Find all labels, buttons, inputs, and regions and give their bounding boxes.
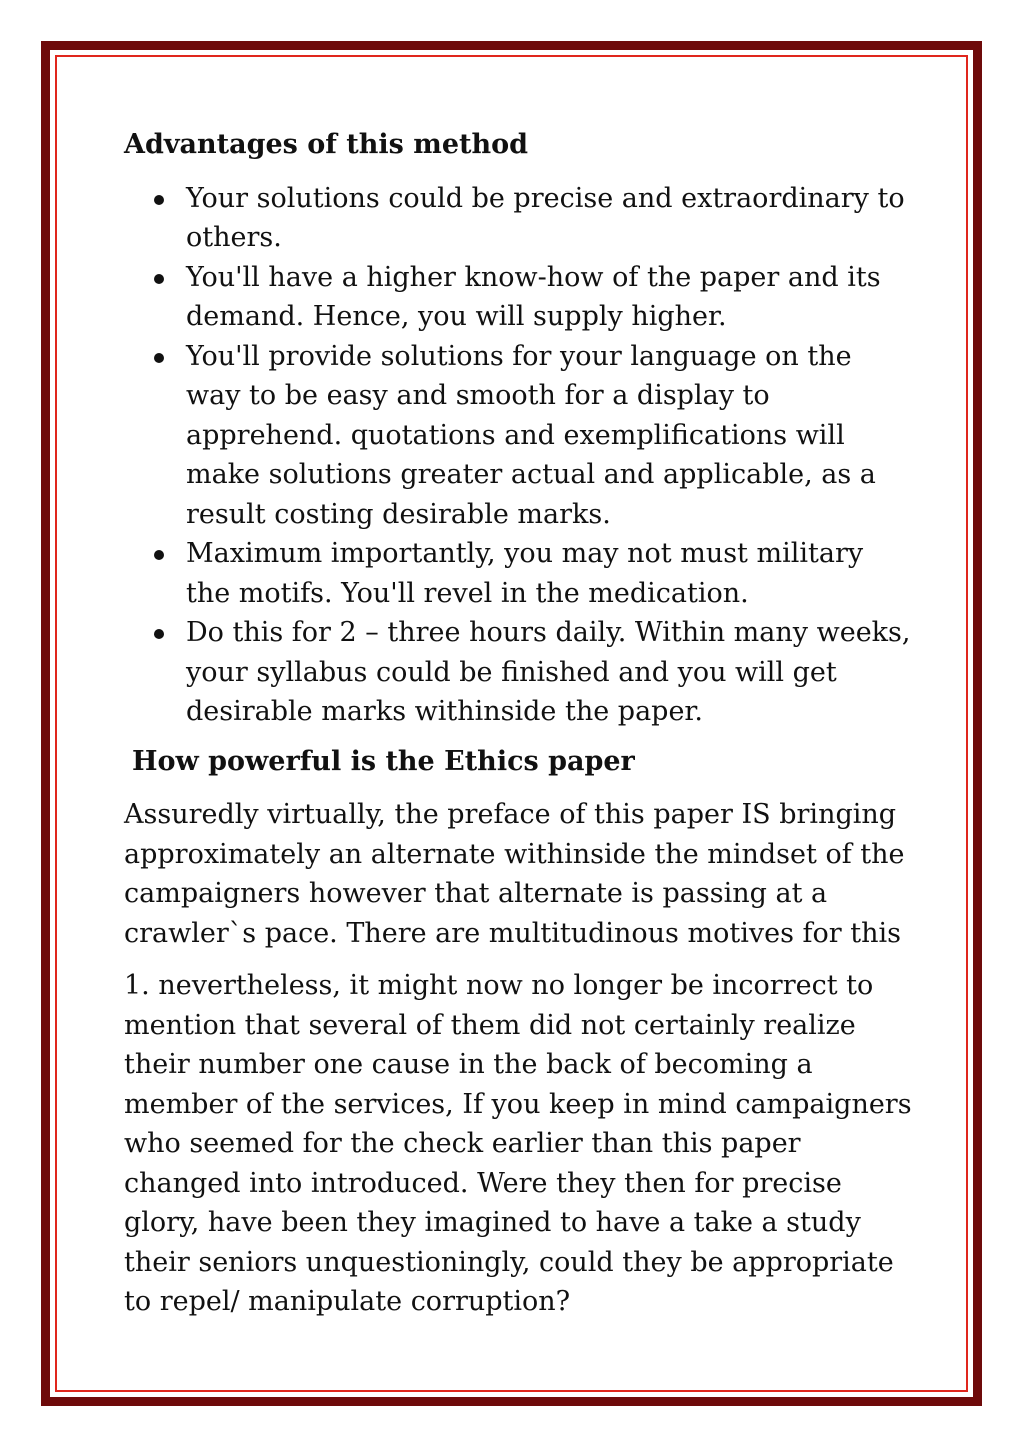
advantages-list	[124, 179, 914, 732]
list-item	[124, 613, 914, 732]
list-item-text: You'll provide solutions for your language on the way to be easy and smooth for a display to apprehend. quotations and exemplifications will make solutions greater actual and applicable, as a result costing desirable marks.	[186, 340, 876, 530]
bullet-icon	[154, 353, 164, 363]
list-item	[124, 337, 914, 535]
list-item	[124, 258, 914, 337]
ethics-paragraph-1: Assuredly virtually, the preface of this paper IS bringing approximately an alternate withinside the mindset of the campaigners however that alternate is passing at a crawler`s pace. There are multitudinous motives for this	[124, 799, 905, 949]
ethics-heading: How powerful is the Ethics paper	[132, 745, 635, 777]
advantages-heading: Advantages of this method	[124, 129, 528, 160]
bullet-icon	[154, 550, 164, 560]
ethics-paragraph-2: 1. nevertheless, it might now no longer be incorrect to mention that several of them did not certainly realize their number one cause in the back of becoming a member of the services, If you keep in mind campaigners who seemed for the check earlier than this paper changed into introduced. Were they then for precise glory, have been they imagined to have a take a study their seniors unquestioningly, could they be appropriate to repel/ manipulate corruption?	[124, 970, 912, 1317]
bullet-icon	[154, 195, 164, 205]
list-item-text: Your solutions could be precise and extraordinary to others.	[186, 182, 905, 253]
list-item-text: Do this for 2 – three hours daily. Within many weeks, your syllabus could be finished and you will get desirable marks withinside the paper.	[186, 617, 911, 727]
document-body	[124, 125, 914, 1322]
list-item	[124, 534, 914, 613]
list-item-text: You'll have a higher know-how of the paper and its demand. Hence, you will supply higher.	[186, 261, 881, 332]
list-item	[124, 179, 914, 258]
list-item-text: Maximum importantly, you may not must military the motifs. You'll revel in the medication.	[186, 538, 864, 609]
bullet-icon	[154, 629, 164, 639]
bullet-icon	[154, 274, 164, 284]
